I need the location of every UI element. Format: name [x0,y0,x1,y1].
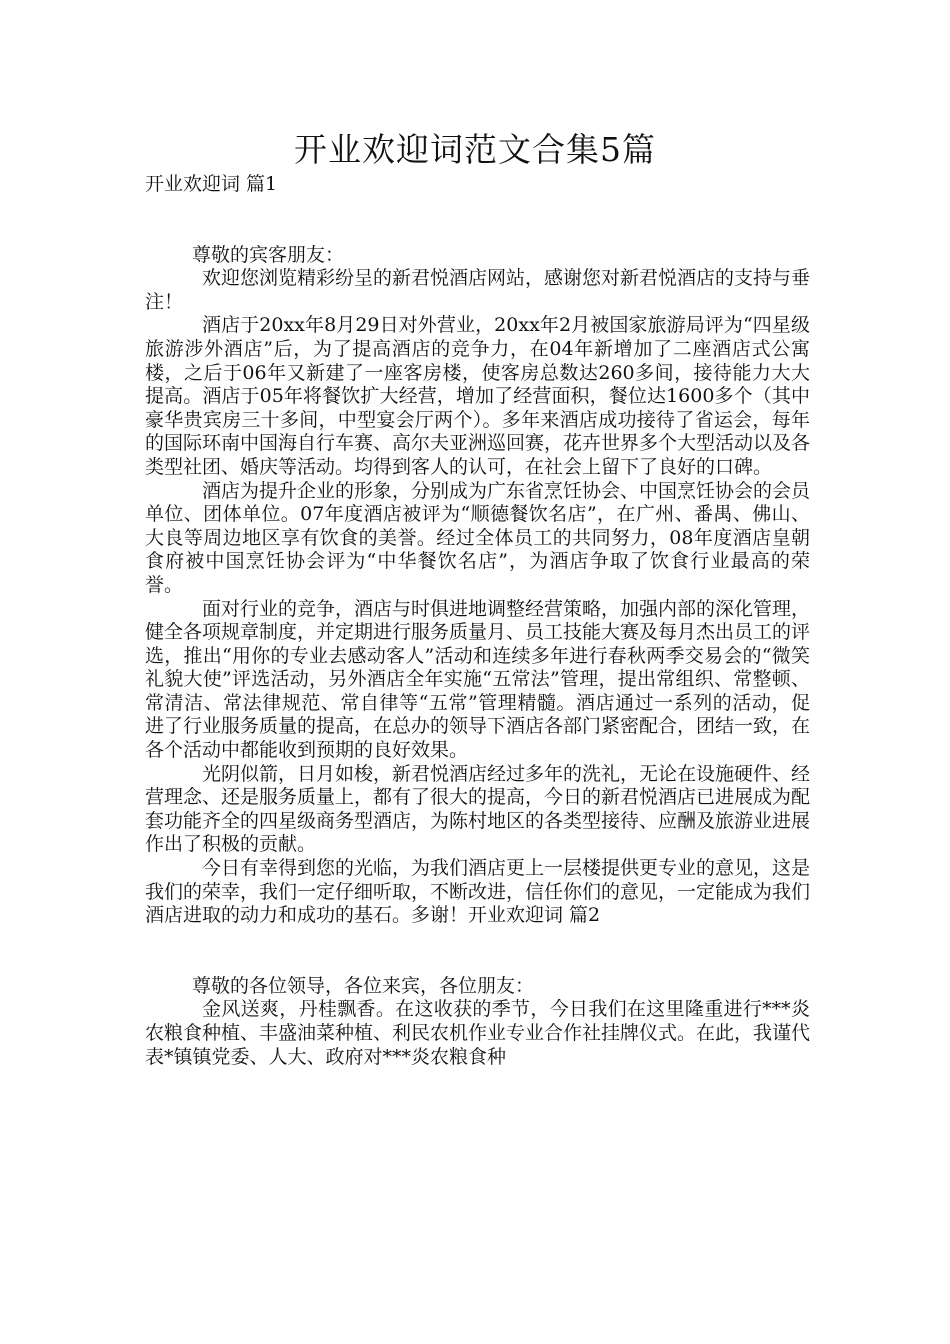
document-body [145,173,810,1069]
paragraph: 今日有幸得到您的光临，为我们酒店更上一层楼提供更专业的意见，这是我们的荣幸，我们一定仔细听取，不断改进，信任你们的意见，一定能成为我们酒店进取的动力和成功的基石。多谢！开业欢迎词 篇2 [145,857,811,927]
paragraph: 酒店于20xx年8月29日对外营业，20xx年2月被国家旅游局评为“四星级旅游涉外酒店”后，为了提高酒店的竞争力，在04年新增加了二座酒店式公寓楼，之后于06年又新建了一座客房楼，使客房总数达260多间，接待能力大大提高。酒店于05年将餐饮扩大经营，增加了经营面积，餐位达1600多个（其中豪华贵宾房三十多间，中型宴会厅两个）。多年来酒店成功接待了省运会，每年的国际环南中国海自行车赛、高尔夫亚洲巡回赛，花卉世界多个大型活动以及各类型社团、婚庆等活动。均得到客人的认可，在社会上留下了良好的口碑。 [145,314,811,478]
greeting: 尊敬的宾客朋友： [192,243,345,266]
paragraph: 光阴似箭，日月如梭，新君悦酒店经过多年的洗礼，无论在设施硬件、经营理念、还是服务质量上，都有了很大的提高，今日的新君悦酒店已进展成为配套功能齐全的四星级商务型酒店，为陈村地区的各类型接待、应酬及旅游业进展作出了积极的贡献。 [145,762,811,856]
document-title: 开业欢迎词范文合集5篇 [294,130,656,169]
spacer [145,197,810,244]
paragraph: 欢迎您浏览精彩纷呈的新君悦酒店网站，感谢您对新君悦酒店的支持与垂注！ [145,267,811,313]
paragraph: 面对行业的竞争，酒店与时俱进地调整经营策略，加强内部的深化管理，健全各项规章制度，并定期进行服务质量月、员工技能大赛及每月杰出员工的评选，推出“用你的专业去感动客人”活动和连续多年进行春秋两季交易会的“微笑礼貌大使”评选活动，另外酒店全年实施“五常法”管理，提出常组织、常整顿、常清洁、常法律规范、常自律等“五常”管理精髓。酒店通过一系列的活动，促进了行业服务质量的提高，在总办的领导下酒店各部门紧密配合，团结一致，在各个活动中都能收到预期的良好效果。 [145,597,811,762]
paragraph: 酒店为提升企业的形象，分别成为广东省烹饪协会、中国烹饪协会的会员单位、团体单位。07年度酒店被评为“顺德餐饮名店”，在广州、番禺、佛山、大良等周边地区享有饮食的美誉。经过全体员工的共同努力，08年度酒店皇朝食府被中国烹饪协会评为“中华餐饮名店”，为酒店争取了饮食行业最高的荣誉。 [145,479,811,596]
paragraph: 金风送爽，丹桂飘香。在这收获的季节，今日我们在这里隆重进行***炎农粮食种植、丰盛油菜种植、利民农机作业专业合作社挂牌仪式。在此，我谨代表*镇镇党委、人大、政府对***炎农粮食种 [145,998,811,1068]
section-heading: 开业欢迎词 篇1 [145,173,278,195]
spacer [145,928,810,975]
greeting: 尊敬的各位领导，各位来宾，各位朋友： [192,974,535,997]
